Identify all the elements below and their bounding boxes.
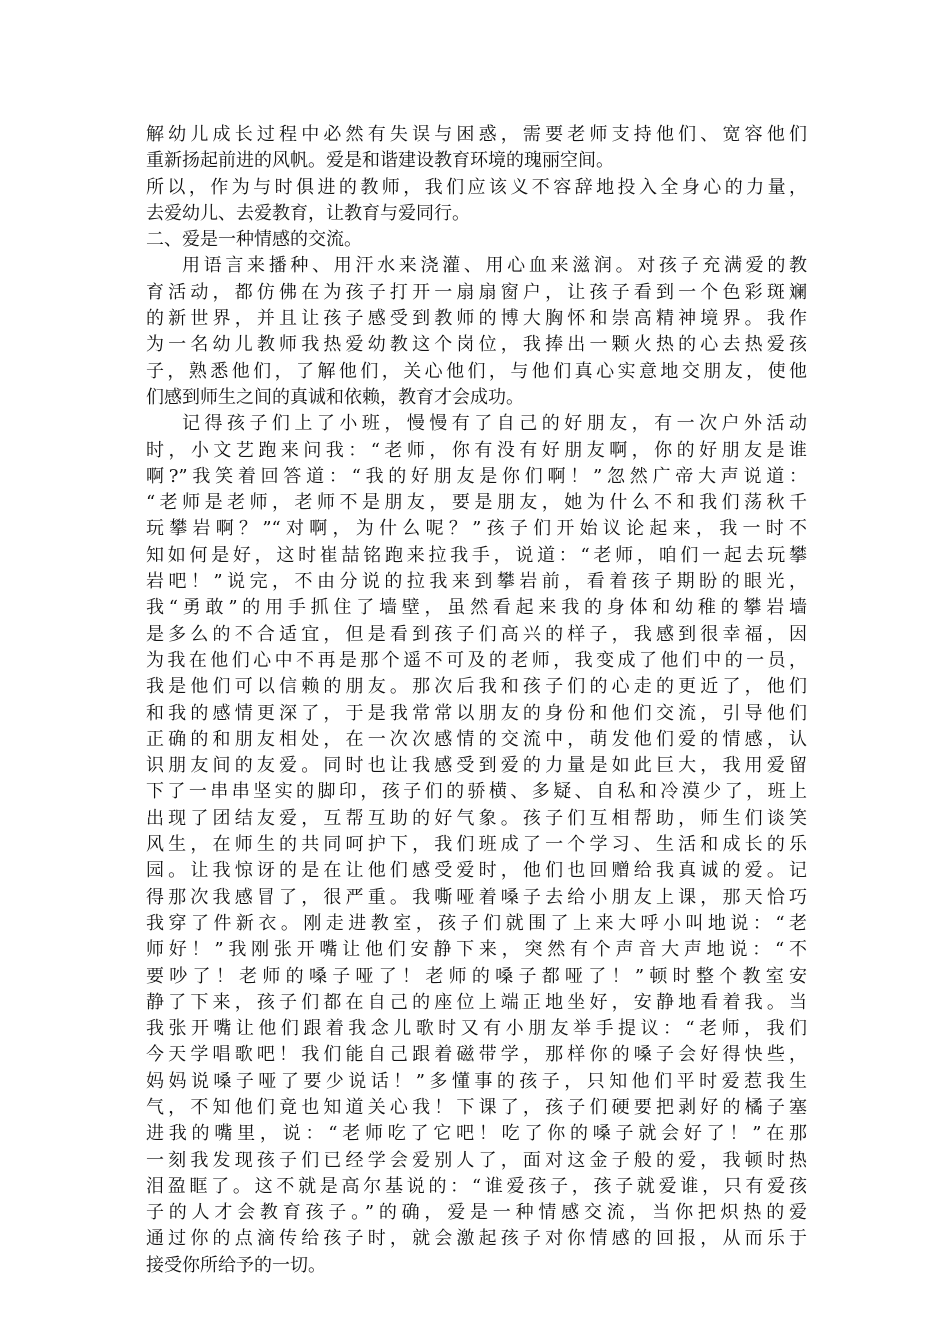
text-line: 们感到师生之间的真诚和依赖，教育才会成功。 (146, 386, 524, 408)
text-line: 所以，作为与时俱进的教师，我们应该义不容辞地投入全身心的力量， (146, 176, 807, 198)
heading-line: 二、爱是一种情感的交流。 (146, 229, 362, 251)
paragraph-3 (146, 253, 807, 411)
text-line: 泪盈眶了。这不就是高尔基说的：“谁爱孩子，孩子就爱谁，只有爱孩 (146, 1175, 807, 1197)
text-line: 解幼儿成长过程中必然有失误与困惑，需要老师支持他们、宽容他们 (146, 124, 807, 145)
text-line: 子，熟悉他们，了解他们，关心他们，与他们真心实意地交朋友，使他 (146, 360, 807, 382)
text-line: 岩吧！”说完，不由分说的拉我来到攀岩前，看着孩子期盼的眼光， (146, 571, 807, 593)
document-page (146, 122, 807, 1279)
text-line: 我“勇敢”的用手抓住了墙壁，虽然看起来我的身体和幼稚的攀岩墙 (146, 597, 807, 619)
text-line: 今天学唱歌吧！我们能自己跟着磁带学，那样你的嗓子会好得快些， (146, 1044, 807, 1066)
paragraph-1 (146, 122, 807, 175)
text-line: 正确的和朋友相处，在一次次感情的交流中，萌发他们爱的情感，认 (146, 728, 807, 750)
text-line: 通过你的点滴传给孩子时，就会激起孩子对你情感的回报，从而乐于 (146, 1228, 807, 1250)
text-line: 的新世界，并且让孩子感受到教师的博大胸怀和崇高精神境界。我作 (146, 308, 807, 330)
text-line: 育活动，都仿佛在为孩子打开一扇扇窗户，让孩子看到一个色彩斑斓 (146, 281, 807, 303)
text-line: 我穿了件新衣。刚走进教室，孩子们就围了上来大呼小叫地说：“老 (146, 912, 807, 934)
paragraph-4 (146, 411, 807, 1279)
text-line: 进我的嘴里，说：“老师吃了它吧！吃了你的嗓子就会好了！”在那 (146, 1123, 807, 1145)
text-line: 得那次我感冒了，很严重。我嘶哑着嗓子去给小朋友上课，那天恰巧 (146, 886, 807, 908)
text-line: 妈妈说嗓子哑了要少说话！”多懂事的孩子，只知他们平时爱惹我生 (146, 1070, 807, 1092)
text-line: 重新扬起前进的风帆。爱是和谐建设教育环境的瑰丽空间。 (146, 150, 614, 172)
text-line: 接受你所给予的一切。 (146, 1254, 326, 1276)
text-line: 去爱幼儿、去爱教育，让教育与爱同行。 (146, 202, 470, 224)
text-line: 啊?”我笑着回答道：“我的好朋友是你们啊！”忽然广帝大声说道： (146, 465, 807, 487)
text-line: 和我的感情更深了，于是我常常以朋友的身份和他们交流，引导他们 (146, 702, 807, 724)
text-line: 我张开嘴让他们跟着我念儿歌时又有小朋友举手提议：“老师，我们 (146, 1018, 807, 1040)
text-line: 知如何是好，这时崔喆铭跑来拉我手，说道：“老师，咱们一起去玩攀 (146, 544, 807, 566)
text-line: 出现了团结友爱，互帮互助的好气象。孩子们互相帮助，师生们谈笑 (146, 807, 807, 829)
text-line: 为我在他们心中不再是那个遥不可及的老师，我变成了他们中的一员， (146, 649, 807, 671)
text-line: 为一名幼儿教师我热爱幼教这个岗位，我捧出一颗火热的心去热爱孩 (146, 334, 807, 356)
text-line: 园。让我惊讶的是在让他们感受爱时，他们也回赠给我真诚的爱。记 (146, 860, 807, 882)
text-line: 一刻我发现孩子们已经学会爱别人了，面对这金子般的爱，我顿时热 (146, 1149, 807, 1171)
text-line: 记得孩子们上了小班，慢慢有了自己的好朋友，有一次户外活动 (182, 413, 807, 435)
text-line: 用语言来播种、用汗水来浇灌、用心血来滋润。对孩子充满爱的教 (182, 255, 807, 277)
text-line: 静了下来，孩子们都在自己的座位上端正地坐好，安静地看着我。当 (146, 991, 807, 1013)
text-line: 气，不知他们竟也知道关心我！下课了，孩子们硬要把剥好的橘子塞 (146, 1096, 807, 1118)
text-line: 子的人才会教育孩子。”的确，爱是一种情感交流，当你把炽热的爱 (146, 1202, 807, 1224)
text-line: 时，小文艺跑来问我：“老师，你有没有好朋友啊，你的好朋友是谁 (146, 439, 807, 461)
text-line: 要吵了！老师的嗓子哑了！老师的嗓子都哑了！”顿时整个教室安 (146, 965, 807, 987)
text-line: 是多么的不合适宜，但是看到孩子们高兴的样子，我感到很幸福，因 (146, 623, 807, 645)
text-line: 师好！”我刚张开嘴让他们安静下来，突然有个声音大声地说：“不 (146, 939, 807, 961)
paragraph-2 (146, 175, 807, 228)
section-heading (146, 227, 807, 253)
text-line: 风生，在师生的共同呵护下，我们班成了一个学习、生活和成长的乐 (146, 834, 807, 856)
text-line: 识朋友间的友爱。同时也让我感受到爱的力量是如此巨大，我用爱留 (146, 755, 807, 777)
text-line: “老师是老师，老师不是朋友，要是朋友，她为什么不和我们荡秋千 (146, 492, 807, 514)
text-line: 下了一串串坚实的脚印，孩子们的骄横、多疑、自私和冷漠少了，班上 (146, 781, 807, 803)
text-line: 我是他们可以信赖的朋友。那次后我和孩子们的心走的更近了，他们 (146, 676, 807, 698)
text-line: 玩攀岩啊？”“对啊，为什么呢？”孩子们开始议论起来，我一时不 (146, 518, 807, 540)
